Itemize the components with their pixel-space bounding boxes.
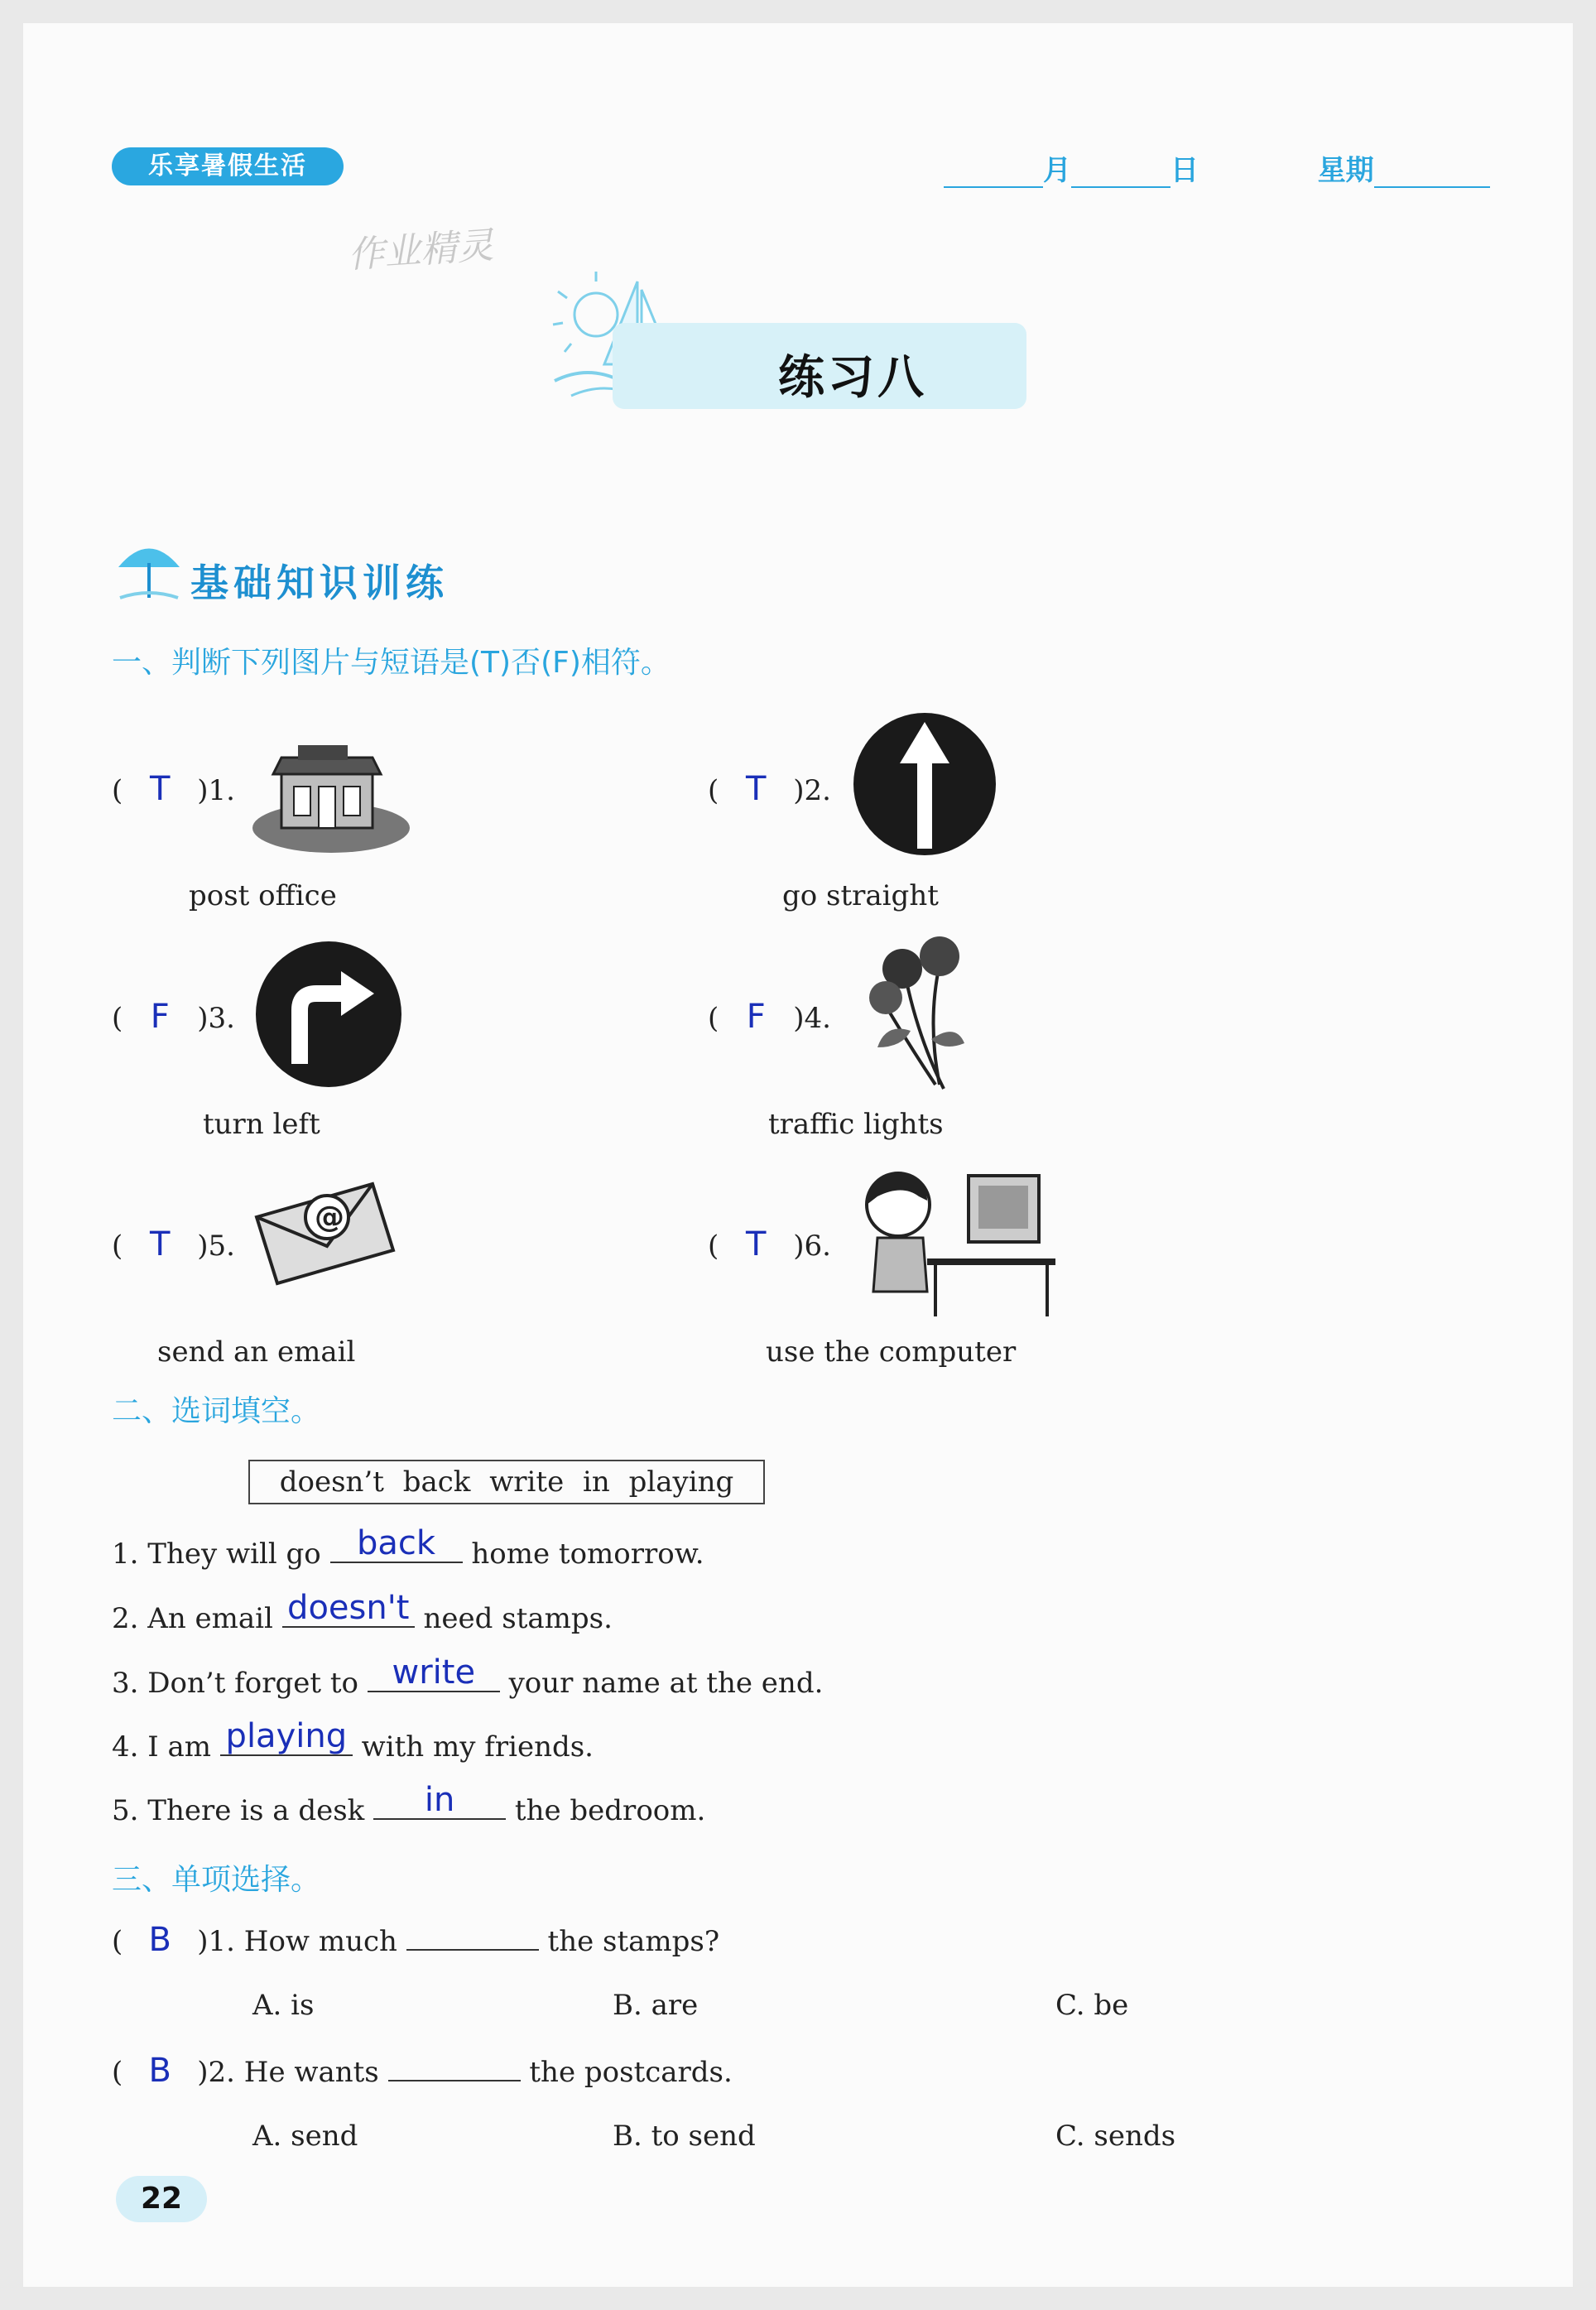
phrase-3: turn left: [203, 1108, 320, 1141]
watermark: 作业精灵: [346, 224, 495, 277]
fill-item-5: [112, 1781, 706, 1827]
sentence-before: Don’t forget to: [147, 1667, 358, 1700]
answer-blank: [406, 1924, 539, 1951]
answer: write: [392, 1653, 476, 1692]
judge-item-2: ( T )2.: [708, 770, 831, 808]
item-number: 5.: [112, 1794, 139, 1827]
fill-item-1: [112, 1524, 704, 1571]
choice-1-option-b[interactable]: B. are: [613, 1989, 699, 2022]
svg-text:@: @: [315, 1201, 344, 1234]
phrase-5: send an email: [157, 1335, 356, 1369]
item-number: )3.: [197, 1002, 235, 1035]
item-number: 4.: [112, 1730, 139, 1764]
brand-label: 乐享暑假生活: [112, 147, 344, 185]
sentence-before: There is a desk: [147, 1794, 365, 1827]
turn-right-icon: [254, 940, 403, 1089]
judge-item-4: ( F )4.: [708, 998, 831, 1036]
sentence-after: the bedroom.: [514, 1794, 706, 1827]
item-number: 3.: [112, 1667, 139, 1700]
page-title: 练习八: [778, 351, 927, 405]
sentence-before: An email: [147, 1602, 273, 1635]
phrase-2: go straight: [782, 879, 939, 912]
item-number: )6.: [793, 1230, 831, 1263]
word-box: doesn’t back write in playing: [248, 1460, 765, 1504]
page-number: 22: [116, 2176, 207, 2222]
choice-2-option-b[interactable]: B. to send: [613, 2120, 756, 2153]
phrase-6: use the computer: [766, 1335, 1017, 1369]
item-number: )2.: [197, 2056, 235, 2089]
month-label: 月: [1043, 154, 1071, 187]
phrase-4: traffic lights: [768, 1108, 944, 1141]
answer: T: [746, 770, 767, 808]
answer: doesn't: [287, 1589, 410, 1627]
judge-item-6: ( T )6.: [708, 1225, 831, 1263]
answer-blank: [373, 1781, 506, 1820]
choice-1-option-a[interactable]: A. is: [252, 1989, 315, 2022]
sentence-after: need stamps.: [423, 1602, 613, 1635]
fill-item-3: [112, 1653, 824, 1700]
choice-1-option-c[interactable]: C. be: [1055, 1989, 1129, 2022]
answer: in: [424, 1781, 455, 1819]
email-icon: [248, 1176, 414, 1292]
fill-item-4: [112, 1717, 594, 1764]
date-field: [944, 147, 1490, 188]
phrase-1: post office: [189, 879, 337, 912]
answer-blank: [282, 1589, 415, 1628]
answer: T: [746, 1225, 767, 1263]
sentence-before: I am: [147, 1730, 212, 1764]
answer: T: [150, 1225, 171, 1263]
answer: back: [357, 1524, 436, 1562]
item-number: 1.: [112, 1538, 139, 1571]
sentence-after: with my friends.: [361, 1730, 594, 1764]
choice-item-1: ( B )1. How much the stamps?: [112, 1921, 720, 1959]
part1-heading: 一、判断下列图片与短语是(T)否(F)相符。: [112, 646, 671, 680]
part2-heading: 二、选词填空。: [112, 1394, 321, 1428]
choice-item-2: ( B )2. He wants the postcards.: [112, 2052, 733, 2090]
choice-2-option-c[interactable]: C. sends: [1055, 2120, 1176, 2153]
part3-heading: 三、单项选择。: [112, 1863, 321, 1897]
judge-item-5: ( T )5.: [112, 1225, 235, 1263]
umbrella-icon: [112, 530, 186, 604]
stem-after: the postcards.: [529, 2056, 733, 2089]
arrow-up-icon: [853, 712, 997, 857]
answer-blank: [368, 1653, 500, 1692]
answer-blank: [220, 1717, 353, 1756]
answer: playing: [225, 1717, 348, 1755]
answer-blank: [330, 1524, 463, 1563]
item-number: )5.: [197, 1230, 235, 1263]
stem-before: How much: [243, 1925, 397, 1958]
sentence-before: They will go: [147, 1538, 321, 1571]
item-number: )1.: [197, 774, 235, 807]
girl-computer-icon: [844, 1159, 1060, 1321]
item-number: )1.: [197, 1925, 235, 1958]
stem-before: He wants: [243, 2056, 379, 2089]
stem-after: the stamps?: [547, 1925, 720, 1958]
judge-item-1: ( T )1.: [112, 770, 235, 808]
choice-2-option-a[interactable]: A. send: [252, 2120, 358, 2153]
answer: B: [148, 1921, 171, 1959]
judge-item-3: ( F )3.: [112, 998, 235, 1036]
post-office-icon: [248, 741, 410, 857]
sentence-after: your name at the end.: [508, 1667, 824, 1700]
item-number: )4.: [793, 1002, 831, 1035]
fill-item-2: [112, 1589, 613, 1635]
answer: F: [150, 998, 170, 1036]
weekday-label: 星期: [1317, 154, 1374, 187]
answer: T: [150, 770, 171, 808]
answer: F: [746, 998, 766, 1036]
item-number: 2.: [112, 1602, 139, 1635]
answer-blank: [388, 2055, 521, 2081]
sentence-after: home tomorrow.: [471, 1538, 704, 1571]
answer: B: [148, 2052, 171, 2090]
section-title: 基础知识训练: [190, 561, 449, 605]
day-label: 日: [1171, 154, 1199, 187]
item-number: )2.: [793, 774, 831, 807]
flowers-icon: [861, 931, 969, 1093]
